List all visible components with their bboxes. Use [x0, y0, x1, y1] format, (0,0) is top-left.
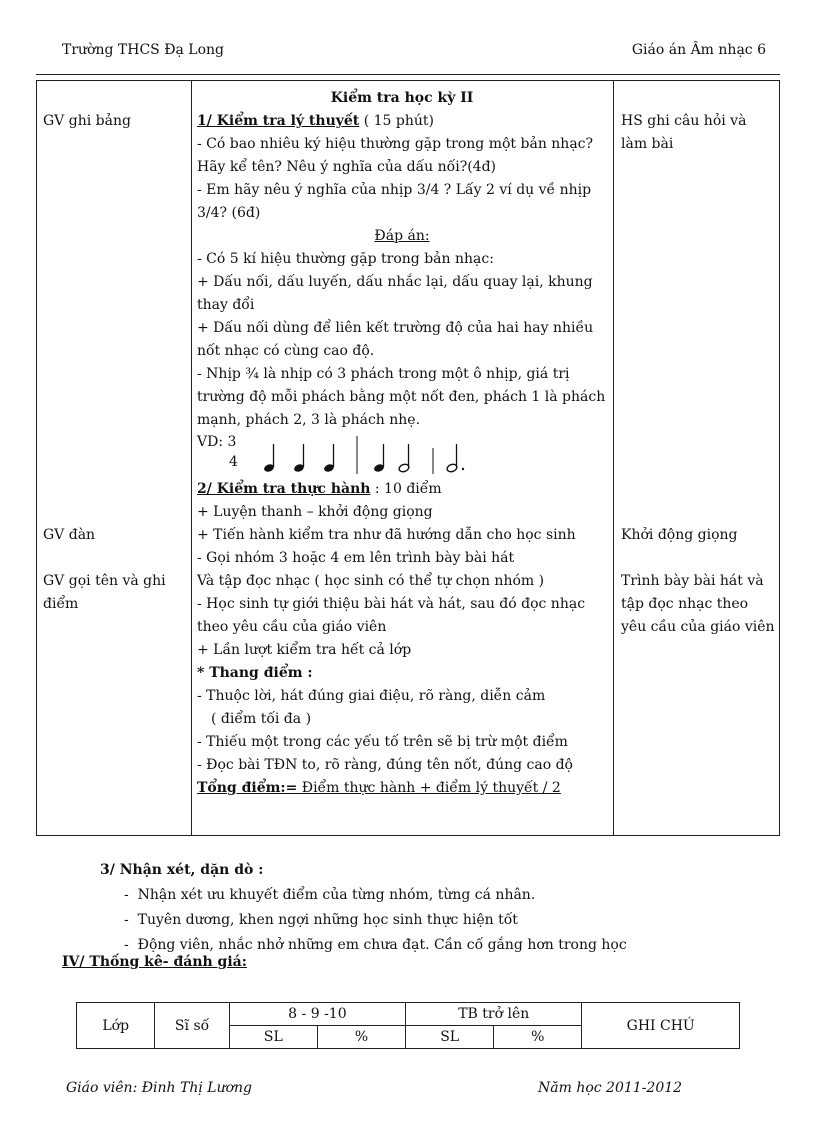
statistics-table: [76, 1002, 740, 1049]
lesson-table: [36, 80, 780, 836]
header-sl: SL: [406, 1026, 494, 1049]
school-year: Năm học 2011-2012: [538, 1080, 683, 1096]
gv-ghi-bang: GV ghi bảng: [43, 113, 131, 129]
scale-2: ( điểm tối đa ): [211, 711, 312, 727]
answer-2: + Dấu nối, dấu luyến, dấu nhắc lại, dấu quay lại, khung thay đổi: [197, 274, 593, 313]
answer-4: - Nhịp ¾ là nhịp có 3 phách trong một ô nhịp, giá trị trường độ mỗi phách bằng một nốt đen, phách 1 là phách mạnh, phách 2, 3 là phách nhẹ.: [197, 366, 606, 428]
statistics-heading: IV/ Thống kê- đánh giá:: [62, 954, 247, 970]
quarter-note: [293, 444, 305, 473]
exam-title: Kiểm tra học kỳ II: [330, 90, 474, 106]
header-ghi-chu: GHI CHÚ: [582, 1003, 740, 1049]
scale-4: - Đọc bài TĐN to, rõ ràng, đúng tên nốt, đúng cao độ: [197, 757, 573, 773]
teacher-activity-column: [43, 87, 187, 616]
dotted-half-note: [446, 444, 464, 473]
gv-goi-ten: GV gọi tên và ghi điểm: [43, 573, 166, 612]
column-divider: [191, 81, 192, 835]
school-name: Trường THCS Đạ Long: [62, 42, 225, 58]
practice-section-heading: 2/ Kiểm tra thực hành : 10 điểm: [197, 481, 442, 497]
theory-section-heading: 1/ Kiểm tra lý thuyết ( 15 phút): [197, 113, 434, 129]
header-group-2: TB trở lên: [406, 1003, 582, 1026]
content-column: [197, 87, 607, 800]
notes-section: [100, 858, 627, 958]
question-2: - Em hãy nêu ý nghĩa của nhịp 3/4 ? Lấy 2 ví dụ về nhịp 3/4? (6đ): [197, 182, 592, 221]
scale-heading: * Thang điểm :: [197, 665, 313, 681]
scale-3: - Thiếu một trong các yếu tố trên sẽ bị trừ một điểm: [197, 734, 568, 750]
list-item: - Tuyên dương, khen ngợi những học sinh thực hiện tốt: [124, 912, 518, 928]
teacher-name: Giáo viên: Đinh Thị Lương: [66, 1080, 253, 1096]
header-group-1: 8 - 9 -10: [229, 1003, 405, 1026]
practice-6: + Lần lượt kiểm tra hết cả lớp: [197, 642, 412, 658]
header-sl: SL: [229, 1026, 317, 1049]
quarter-note: [373, 444, 385, 473]
scale-1: - Thuộc lời, hát đúng giai điệu, rõ ràng, diễn cảm: [197, 688, 546, 704]
subject-title: Giáo án Âm nhạc 6: [631, 42, 766, 58]
answer-3: + Dấu nối dùng để liên kết trường độ của hai hay nhiều nốt nhạc có cùng cao độ.: [197, 320, 594, 359]
gv-dan: GV đàn: [43, 527, 96, 543]
practice-2: + Tiến hành kiểm tra như đã hướng dẫn cho học sinh: [197, 527, 576, 543]
practice-5: - Học sinh tự giới thiệu bài hát và hát, sau đó đọc nhạc theo yêu cầu của giáo viên: [197, 596, 586, 635]
answer-1: - Có 5 kí hiệu thường gặp trong bản nhạc:: [197, 251, 494, 267]
music-notation: [247, 432, 547, 478]
example-label: VD: 3: [197, 434, 237, 450]
trinh-bay: Trình bày bài hát và tập đọc nhạc theo yêu cầu của giáo viên: [621, 573, 775, 635]
column-divider: [613, 81, 614, 835]
header-si-so: Sĩ số: [155, 1003, 229, 1049]
total-score-line: Tổng điểm:= Điểm thực hành + điểm lý thuyết / 2: [197, 780, 561, 796]
khoi-dong: Khởi động giọng: [621, 527, 738, 543]
header-lop: Lớp: [77, 1003, 155, 1049]
quarter-note: [263, 444, 275, 473]
question-1: - Có bao nhiêu ký hiệu thường gặp trong một bản nhạc? Hãy kể tên? Nêu ý nghĩa của dấu nối?(4đ): [197, 136, 594, 175]
practice-4: Và tập đọc nhạc ( học sinh có thể tự chọn nhóm ): [197, 573, 545, 589]
time-sig-denominator: 4: [229, 454, 238, 470]
quarter-note: [323, 444, 335, 473]
header-pct: %: [494, 1026, 582, 1049]
student-activity-column: [621, 87, 776, 639]
answer-heading: Đáp án:: [374, 228, 430, 244]
half-note: [398, 444, 410, 473]
list-item: - Nhận xét ưu khuyết điểm của từng nhóm, từng cá nhân.: [124, 887, 536, 903]
practice-1: + Luyện thanh – khởi động giọng: [197, 504, 433, 520]
notes-heading: 3/ Nhận xét, dặn dò :: [100, 862, 264, 878]
practice-3: - Gọi nhóm 3 hoặc 4 em lên trình bày bài hát: [197, 550, 515, 566]
header-pct: %: [317, 1026, 405, 1049]
header-divider: [36, 74, 780, 75]
hs-ghi: HS ghi câu hỏi và làm bài: [621, 113, 747, 152]
list-item: - Động viên, nhắc nhở những em chưa đạt. Cần cố gắng hơn trong học: [124, 937, 627, 953]
music-example: [197, 432, 607, 478]
